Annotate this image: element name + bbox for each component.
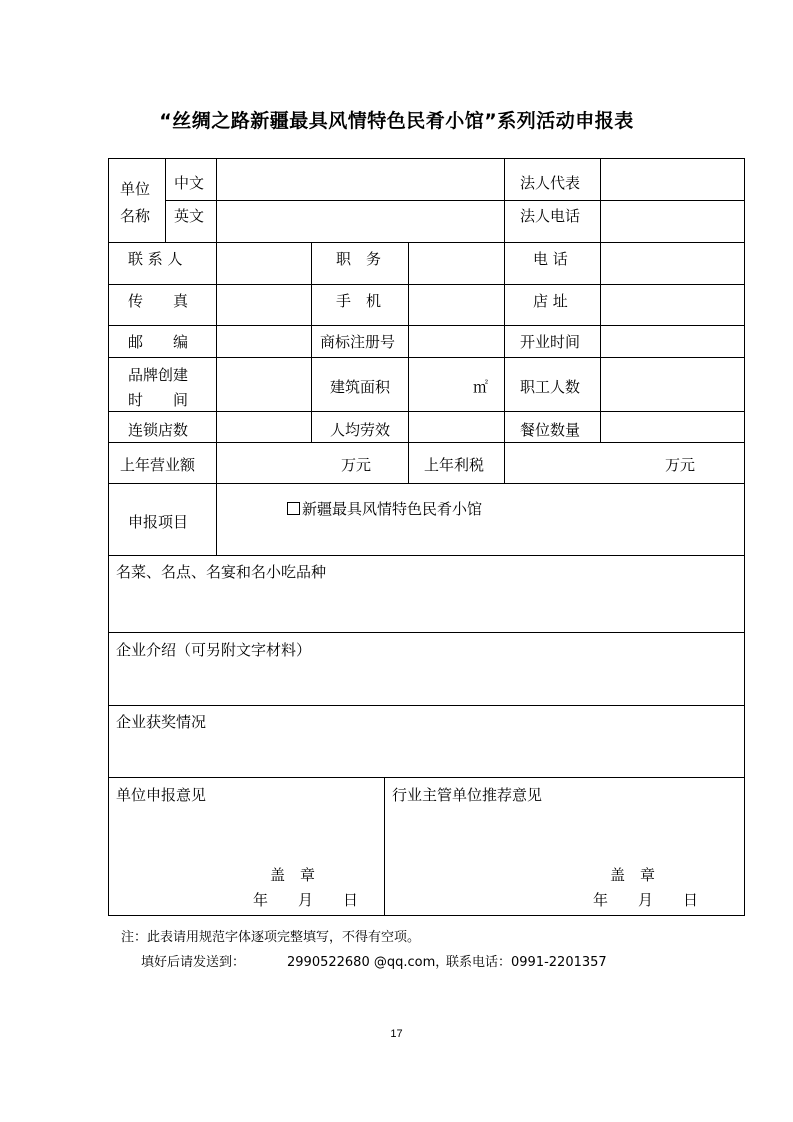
row-line xyxy=(108,483,745,484)
row-line xyxy=(108,555,745,556)
unit-seal-label: 盖 章 xyxy=(270,866,316,884)
checkbox[interactable] xyxy=(287,502,300,515)
industry-seal-label: 盖 章 xyxy=(610,866,656,884)
address-label: 店 址 xyxy=(533,292,568,310)
revenue-unit: 万元 xyxy=(341,456,372,474)
floor-area-label: 建筑面积 xyxy=(330,378,391,396)
last-year-revenue-label: 上年营业额 xyxy=(120,456,196,474)
unit-name-label-2: 名称 xyxy=(120,207,151,225)
outer-right-border xyxy=(744,158,745,916)
contact-phone: 联系电话：0991-2201357 xyxy=(446,955,607,970)
contact-email[interactable]: 2990522680 @qq.com， xyxy=(287,955,449,970)
chinese-label: 中文 xyxy=(174,174,205,192)
send-to-label: 填好后请发送到： xyxy=(141,955,246,970)
col-line xyxy=(311,242,312,442)
brand-founded-label-2: 时 间 xyxy=(128,391,189,409)
unit-opinion-label: 单位申报意见 xyxy=(116,786,207,804)
contact-field[interactable] xyxy=(217,243,311,284)
apply-option[interactable] xyxy=(287,500,482,518)
fax-field[interactable] xyxy=(217,285,311,325)
dishes-label: 名菜、名点、名宴和名小吃品种 xyxy=(116,563,327,581)
position-field[interactable] xyxy=(409,243,504,284)
trademark-no-label: 商标注册号 xyxy=(320,333,396,351)
dishes-field[interactable] xyxy=(109,585,744,632)
legal-phone-label: 法人电话 xyxy=(520,207,581,225)
area-unit: ㎡ xyxy=(473,378,489,396)
col-line xyxy=(384,777,385,915)
col-line xyxy=(504,158,505,242)
awards-label: 企业获奖情况 xyxy=(116,713,207,731)
staff-count-field[interactable] xyxy=(601,358,744,411)
mobile-field[interactable] xyxy=(409,285,504,325)
awards-field[interactable] xyxy=(109,735,744,777)
last-year-profit-tax-field[interactable] xyxy=(505,443,660,483)
apply-option-label: 新疆最具风情特色民肴小馆 xyxy=(302,500,483,518)
company-intro-label: 企业介绍（可另附文字材料） xyxy=(116,641,312,659)
chinese-name-field[interactable] xyxy=(217,159,504,200)
last-year-revenue-field[interactable] xyxy=(217,443,337,483)
phone-label: 电 话 xyxy=(533,250,568,268)
fax-label: 传 真 xyxy=(128,292,189,310)
address-field[interactable] xyxy=(601,285,744,325)
floor-area-field[interactable] xyxy=(409,358,469,411)
english-name-field[interactable] xyxy=(217,201,504,242)
legal-phone-field[interactable] xyxy=(601,201,744,242)
mobile-label: 手 机 xyxy=(336,292,382,310)
apply-item-label: 申报项目 xyxy=(128,513,189,531)
contact-label: 联 系 人 xyxy=(128,250,183,268)
phone-field[interactable] xyxy=(601,243,744,284)
brand-founded-label-1: 品牌创建 xyxy=(128,366,189,384)
seat-count-field[interactable] xyxy=(601,412,744,442)
industry-opinion-label: 行业主管单位推荐意见 xyxy=(392,786,543,804)
col-line xyxy=(165,158,166,242)
last-year-profit-tax-label: 上年利税 xyxy=(424,456,485,474)
chain-stores-label: 连锁店数 xyxy=(128,421,189,439)
english-label: 英文 xyxy=(174,207,205,225)
unit-date-label: 年 月 日 xyxy=(253,891,359,909)
per-capita-labor-field[interactable] xyxy=(409,412,504,442)
open-time-field[interactable] xyxy=(601,326,744,357)
postcode-label: 邮 编 xyxy=(128,333,189,351)
per-capita-labor-label: 人均劳效 xyxy=(330,421,391,439)
legal-rep-field[interactable] xyxy=(601,159,744,200)
profit-tax-unit: 万元 xyxy=(665,456,696,474)
page-number: 17 xyxy=(390,1028,403,1040)
row-line xyxy=(108,705,745,706)
outer-left-border xyxy=(108,158,109,916)
position-label: 职 务 xyxy=(336,250,382,268)
page-title: “丝绸之路新疆最具风情特色民肴小馆”系列活动申报表 xyxy=(159,110,634,132)
staff-count-label: 职工人数 xyxy=(520,378,581,396)
industry-date-label: 年 月 日 xyxy=(593,891,699,909)
form-note: 注：此表请用规范字体逐项完整填写，不得有空项。 xyxy=(121,930,421,945)
row-line xyxy=(108,777,745,778)
brand-founded-field[interactable] xyxy=(217,358,311,411)
legal-rep-label: 法人代表 xyxy=(520,174,581,192)
seat-count-label: 餐位数量 xyxy=(520,421,581,439)
col-line xyxy=(216,483,217,555)
postcode-field[interactable] xyxy=(217,326,311,357)
chain-stores-field[interactable] xyxy=(217,412,311,442)
company-intro-field[interactable] xyxy=(109,663,744,705)
row-line xyxy=(108,632,745,633)
open-time-label: 开业时间 xyxy=(520,333,581,351)
row-line xyxy=(108,915,745,916)
unit-name-label-1: 单位 xyxy=(120,180,151,198)
trademark-no-field[interactable] xyxy=(409,326,504,357)
